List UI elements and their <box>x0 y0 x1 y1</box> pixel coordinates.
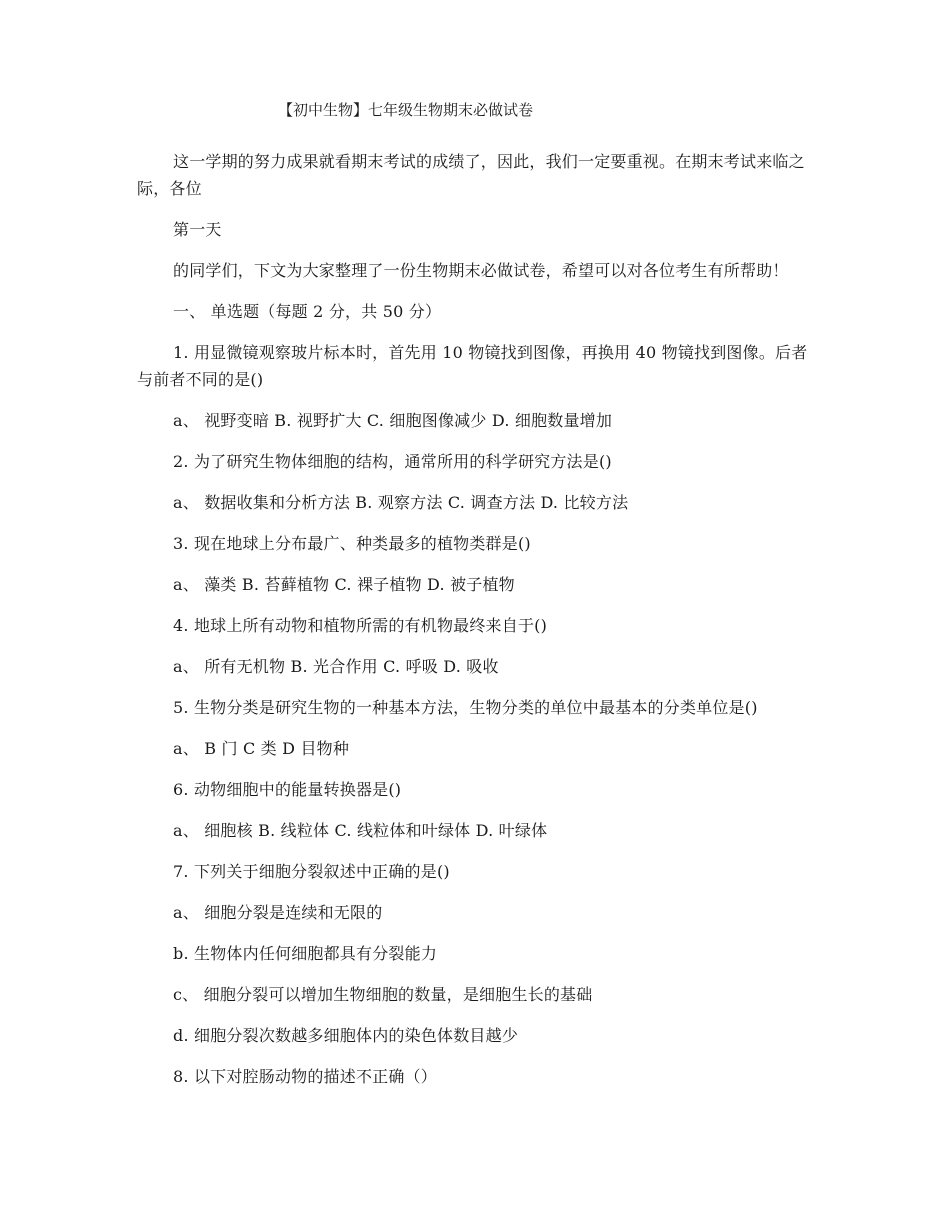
question-5-options: a、 B 门 C 类 D 目物种 <box>173 739 350 758</box>
question-2: 2. 为了研究生物体细胞的结构，通常所用的科学研究方法是() <box>173 452 612 471</box>
question-3: 3. 现在地球上分布最广、种类最多的植物类群是() <box>173 534 531 553</box>
question-7: 7. 下列关于细胞分裂叙述中正确的是() <box>173 862 450 881</box>
question-1-options: a、 视野变暗 B. 视野扩大 C. 细胞图像减少 D. 细胞数量增加 <box>173 411 613 430</box>
question-6-options: a、 细胞核 B. 线粒体 C. 线粒体和叶绿体 D. 叶绿体 <box>173 821 548 840</box>
question-2-options: a、 数据收集和分析方法 B. 观察方法 C. 调查方法 D. 比较方法 <box>173 493 629 512</box>
section-heading: 一、 单选题（每题 2 分，共 50 分） <box>173 302 442 321</box>
question-7-option-d: d. 细胞分裂次数越多细胞体内的染色体数目越少 <box>173 1026 519 1045</box>
question-7-option-b: b. 生物体内任何细胞都具有分裂能力 <box>173 944 438 963</box>
document-body <box>137 148 817 1104</box>
question-3-options: a、 藻类 B. 苔藓植物 C. 裸子植物 D. 被子植物 <box>173 575 515 594</box>
question-4: 4. 地球上所有动物和植物所需的有机物最终来自于() <box>173 616 548 635</box>
question-7-option-a: a、 细胞分裂是连续和无限的 <box>173 903 383 922</box>
question-7-option-c: c、 细胞分裂可以增加生物细胞的数量，是细胞生长的基础 <box>173 985 593 1004</box>
paragraph-intro: 这一学期的努力成果就看期末考试的成绩了，因此，我们一定要重视。在期末考试来临之际，各位 <box>137 152 805 198</box>
paragraph-greeting: 的同学们，下文为大家整理了一份生物期末必做试卷，希望可以对各位考生有所帮助！ <box>173 261 789 280</box>
paragraph-day-one: 第一天 <box>173 220 222 239</box>
question-8: 8. 以下对腔肠动物的描述不正确（） <box>173 1067 437 1086</box>
question-5: 5. 生物分类是研究生物的一种基本方法，生物分类的单位中最基本的分类单位是() <box>173 698 758 717</box>
question-1: 1. 用显微镜观察玻片标本时，首先用 10 物镜找到图像，再换用 40 物镜找到图像。后者与前者不同的是() <box>137 343 808 389</box>
question-4-options: a、 所有无机物 B. 光合作用 C. 呼吸 D. 吸收 <box>173 657 499 676</box>
question-6: 6. 动物细胞中的能量转换器是() <box>173 780 402 799</box>
document-title: 【初中生物】七年级生物期末必做试卷 <box>278 101 534 119</box>
